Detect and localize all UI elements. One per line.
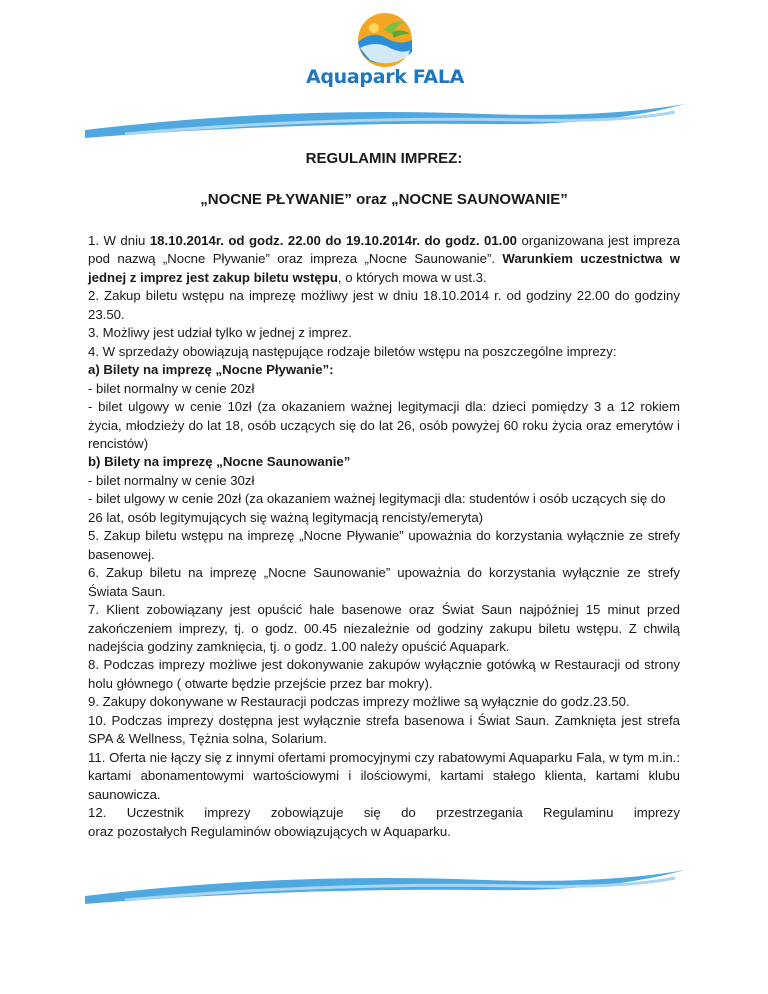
bottom-wave-decoration [85, 866, 685, 906]
paragraph-8: 8. Podczas imprezy możliwe jest dokonywanie zakupów wyłącznie gotówką w Restauracji od strony holu głównego ( otwarte będzie przejście przez bar mokry). [88, 657, 680, 691]
ticket-b-reduced: - bilet ulgowy w cenie 20zł (za okazaniem ważnej legitymacji dla: studentów i osób uczących się do 26 lat, osób legitymujących się ważną legitymacją rencisty/emeryta) [88, 491, 666, 525]
p1-intro: 1. W dniu [88, 233, 150, 248]
paragraph-10: 10. Podczas imprezy dostępna jest wyłącznie strefa basenowa i Świat Saun. Zamknięta jest strefa SPA & Wellness, Tężnia solna, Solarium. [88, 712, 680, 747]
paragraph-2: 2. Zakup biletu wstępu na imprezę możliwy jest w dniu 18.10.2014 r. od godziny 22.00 do godziny 23.50. [88, 288, 680, 322]
page-title: REGULAMIN IMPREZ: [305, 150, 463, 167]
ticket-b-normal: - bilet normalny w cenie 30zł [88, 472, 255, 488]
paragraph-11: 11. Oferta nie łączy się z innymi ofertami promocyjnymi czy rabatowymi Aquaparku Fala, w tym m.in.: kartami abonamentowymi wartościowymi i ilościowymi, kartami stałego klienta, kartami klubu saunowicza. [88, 749, 680, 802]
p1-body: organizowana jest impreza pod nazwą „Nocne Pływanie” oraz impreza „Nocne Saunowanie”. [88, 233, 680, 267]
ticket-a-normal: - bilet normalny w cenie 20zł [88, 380, 255, 396]
paragraph-6: 6. Zakup biletu na imprezę „Nocne Saunowanie” upoważnia do korzystania wyłącznie ze strefy Świata Saun. [88, 565, 680, 599]
paragraph-12-line-1: 12. Uczestnik imprezy zobowiązuje się do przestrzegania Regulaminu imprezy [88, 805, 680, 821]
top-wave-decoration [85, 100, 685, 140]
regulations-body [88, 232, 680, 841]
paragraph-12-line-2: oraz pozostałych Regulaminów obowiązujących w Aquaparku. [88, 823, 451, 839]
paragraph-9: 9. Zakupy dokonywane w Restauracji podczas imprezy możliwe są wyłącznie do godz.23.50. [88, 694, 630, 710]
p1-dates: 18.10.2014r. od godz. 22.00 do 19.10.2014r. do godz. 01.00 [149, 233, 518, 248]
ticket-a-reduced: - bilet ulgowy w cenie 10zł (za okazaniem ważnej legitymacji dla: dzieci pomiędzy 3 a 12 rokiem życia, młodzieży do lat 18, osób uczących się do lat 26, osób powyżej 60 roku życia oraz emerytów i rencistów) [88, 399, 680, 451]
section-b-heading: b) Bilety na imprezę „Nocne Saunowanie” [88, 454, 351, 470]
logo-emblem-icon [300, 12, 470, 72]
logo-text: Aquapark FALA [305, 66, 465, 88]
p1-condition: Warunkiem uczestnictwa w jednej z imprez jest zakup biletu wstępu [88, 251, 680, 285]
aquapark-logo [300, 12, 470, 92]
p1-end: , o których mowa w ust.3. [337, 269, 487, 285]
paragraph-4: 4. W sprzedaży obowiązują następujące rodzaje biletów wstępu na poszczególne imprezy: [88, 343, 617, 359]
paragraph-7: 7. Klient zobowiązany jest opuścić hale basenowe oraz Świat Saun najpóźniej 15 minut przed zakończeniem imprezy, tj. o godz. 00.45 niezależnie od godziny zakupu biletu wstępu. Z chwilą nadejścia godziny zamknięcia, tj. o godz. 1.00 należy opuścić Aquapark. [88, 602, 680, 654]
paragraph-1 [88, 232, 680, 287]
paragraph-5: 5. Zakup biletu wstępu na imprezę „Nocne Pływanie” upoważnia do korzystania wyłącznie ze strefy basenowej. [88, 528, 680, 562]
paragraph-3: 3. Możliwy jest udział tylko w jednej z imprez. [88, 325, 352, 341]
section-a-heading: a) Bilety na imprezę „Nocne Pływanie”: [88, 362, 334, 378]
page-subtitle: „NOCNE PŁYWANIE” oraz „NOCNE SAUNOWANIE” [200, 191, 568, 208]
